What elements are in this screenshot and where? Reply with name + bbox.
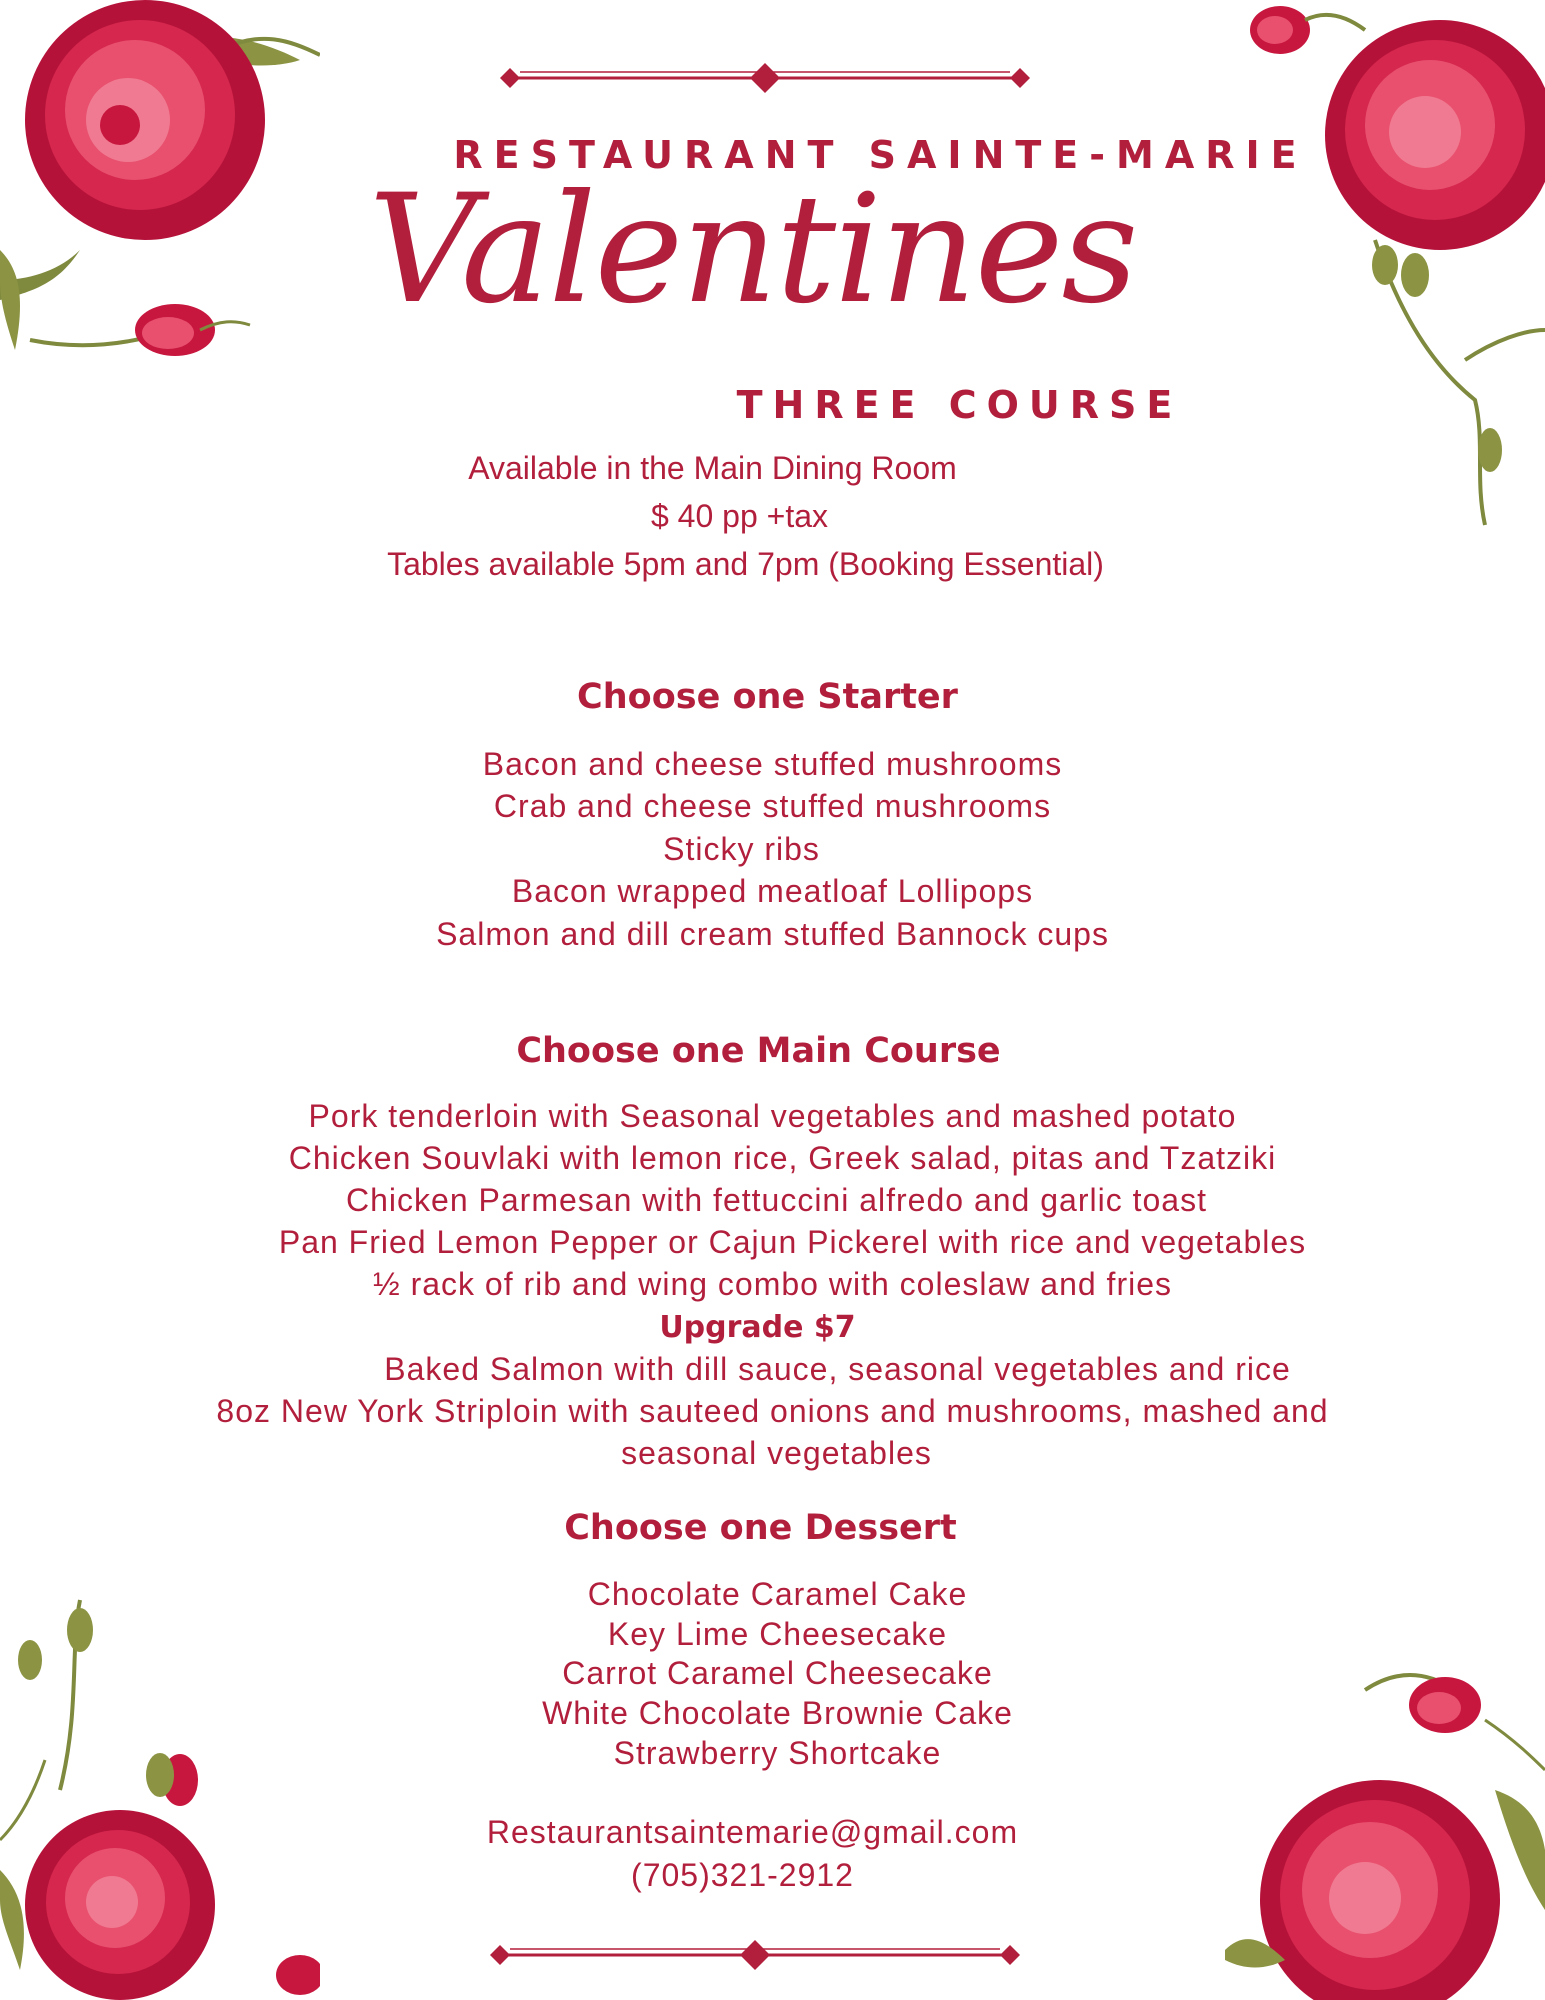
- upgrade-label: Upgrade $7: [659, 1310, 856, 1345]
- availability-text: Available in the Main Dining Room: [468, 450, 957, 486]
- restaurant-name: RESTAURANT SAINTE-MARIE: [453, 133, 1308, 177]
- starter-item: Salmon and dill cream stuffed Bannock cups: [436, 916, 1109, 952]
- main-item: Pan Fried Lemon Pepper or Cajun Pickerel with rice and vegetables: [278, 1224, 1307, 1260]
- dessert-item: White Chocolate Brownie Cake: [542, 1695, 1013, 1731]
- upgrade-item: Baked Salmon with dill sauce, seasonal vegetables and rice: [384, 1351, 1291, 1387]
- contact-phone: (705)321-2912: [631, 1857, 854, 1893]
- starter-item: Crab and cheese stuffed mushrooms: [493, 788, 1052, 824]
- main-course-section-title: Choose one Main Course: [516, 1031, 1001, 1071]
- menu-subtitle: THREE COURSE: [736, 383, 1183, 427]
- starter-item: Bacon and cheese stuffed mushrooms: [482, 746, 1063, 782]
- dessert-item: Chocolate Caramel Cake: [587, 1576, 968, 1612]
- upgrade-item: 8oz New York Striploin with sauteed onions and mushrooms, mashed and: [216, 1393, 1329, 1429]
- starter-section-title: Choose one Starter: [577, 677, 958, 717]
- contact-email-link[interactable]: Restaurantsaintemarie@gmail.com: [486, 1814, 1019, 1850]
- dessert-item: Carrot Caramel Cheesecake: [562, 1655, 993, 1691]
- main-item: Chicken Parmesan with fettuccini alfredo and garlic toast: [346, 1182, 1207, 1218]
- main-item: Pork tenderloin with Seasonal vegetables and mashed potato: [308, 1098, 1237, 1134]
- starter-item: Sticky ribs: [663, 831, 820, 867]
- bottom-ornament-divider: [470, 1925, 1040, 1985]
- main-item: Chicken Souvlaki with lemon rice, Greek salad, pitas and Tzatziki: [288, 1140, 1277, 1176]
- starter-item: Bacon wrapped meatloaf Lollipops: [511, 873, 1034, 909]
- tables-text: Tables available 5pm and 7pm (Booking Essential): [387, 546, 1104, 582]
- dessert-section-title: Choose one Dessert: [564, 1508, 957, 1548]
- dessert-item: Strawberry Shortcake: [613, 1735, 942, 1771]
- upgrade-item: seasonal vegetables: [621, 1435, 932, 1471]
- page-title: Valentines: [368, 163, 1137, 337]
- main-item: ½ rack of rib and wing combo with coleslaw and fries: [372, 1266, 1172, 1302]
- price-text: $ 40 pp +tax: [650, 498, 829, 534]
- top-ornament-divider: [480, 48, 1050, 108]
- dessert-item: Key Lime Cheesecake: [607, 1616, 948, 1652]
